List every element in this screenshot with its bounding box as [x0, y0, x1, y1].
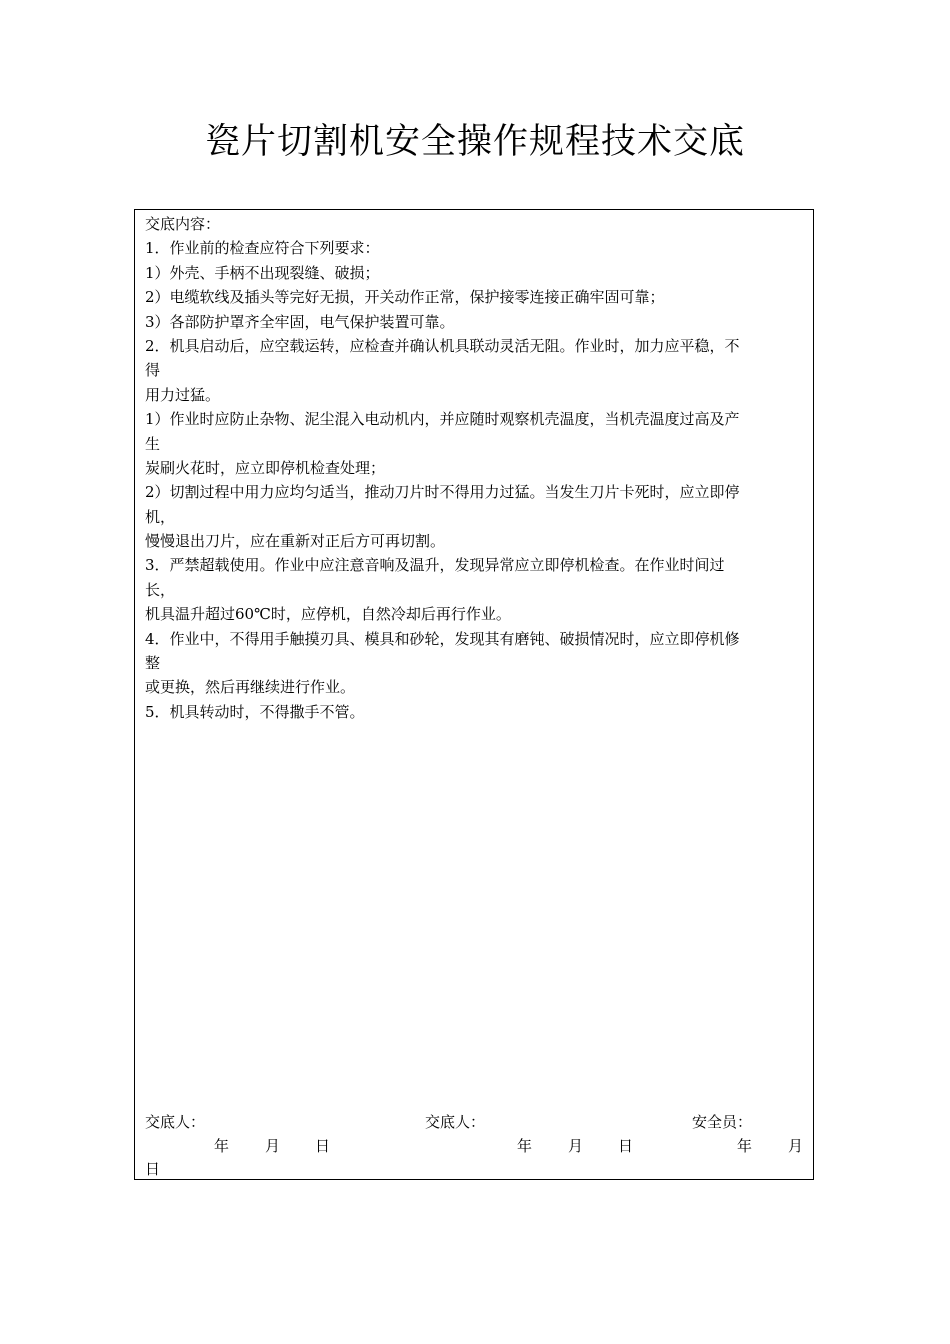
content-line: 3．严禁超载使用。作业中应注意音响及温升，发现异常应立即停机检查。在作业时间过 — [145, 556, 725, 575]
discloser-month: 月 — [265, 1137, 281, 1155]
content-line: 慢慢退出刀片，应在重新对正后方可再切割。 — [145, 532, 446, 551]
disclosure-content — [145, 212, 807, 724]
receiver-month: 月 — [568, 1137, 584, 1155]
content-line: 或更换，然后再继续进行作业。 — [145, 678, 356, 697]
discloser-day: 日 — [315, 1137, 331, 1155]
signature-row — [145, 1110, 807, 1134]
content-line: 生 — [145, 434, 161, 453]
content-line: 用力过猛。 — [145, 385, 221, 404]
safety-officer-day: 日 — [145, 1160, 161, 1178]
page-title: 瓷片切割机安全操作规程技术交底 — [204, 122, 745, 162]
content-line: 整 — [145, 654, 161, 673]
content-line: 4．作业中，不得用手触摸刃具、模具和砂轮，发现其有磨钝、破损情况时，应立即停机修 — [145, 629, 740, 648]
content-line: 得 — [145, 361, 161, 380]
content-line: 1）作业时应防止杂物、泥尘混入电动机内，并应随时观察机壳温度，当机壳温度过高及产 — [145, 410, 740, 429]
content-line: 长， — [145, 580, 176, 599]
content-line: 炭刷火花时，应立即停机检查处理； — [145, 458, 386, 477]
content-line: 1）外壳、手柄不出现裂缝、破损； — [145, 263, 380, 282]
receiver-label: 交底人： — [425, 1113, 486, 1131]
content-line: 3）各部防护罩齐全牢固，电气保护装置可靠。 — [145, 312, 455, 331]
content-heading: 交底内容： — [145, 215, 221, 233]
discloser-label: 交底人： — [145, 1113, 206, 1131]
safety-officer-year: 年 — [737, 1137, 753, 1155]
discloser-year: 年 — [214, 1137, 230, 1155]
receiver-day: 日 — [618, 1137, 634, 1155]
disclosure-table — [134, 209, 814, 1180]
content-line: 2）电缆软线及插头等完好无损，开关动作正常，保护接零连接正确牢固可靠； — [145, 288, 665, 307]
receiver-year: 年 — [517, 1137, 533, 1155]
safety-officer-month: 月 — [788, 1137, 804, 1155]
content-line: 2）切割过程中用力应均匀适当，推动刀片时不得用力过猛。当发生刀片卡死时，应立即停 — [145, 483, 740, 502]
content-line: 5．机具转动时，不得撒手不管。 — [145, 702, 365, 721]
content-line: 2．机具启动后，应空载运转，应检查并确认机具联动灵活无阻。作业时，加力应平稳，不 — [145, 336, 740, 355]
content-line: 机， — [145, 507, 176, 526]
content-line: 1．作业前的检查应符合下列要求： — [145, 239, 380, 258]
safety-officer-label: 安全员： — [692, 1113, 753, 1131]
date-row — [145, 1134, 807, 1158]
content-line: 机具温升超过60℃时，应停机，自然冷却后再行作业。 — [145, 605, 511, 624]
